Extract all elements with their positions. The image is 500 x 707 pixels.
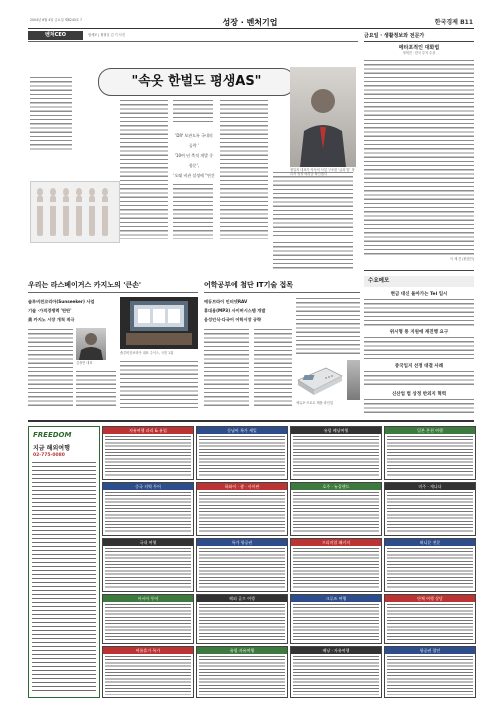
pull-quote: '오래 비관 설정에 "연간 bbox=[173, 173, 215, 178]
device-svg bbox=[296, 360, 344, 400]
it-device-photo bbox=[296, 360, 344, 400]
casino-body-1 bbox=[28, 328, 73, 408]
ad-11-title: 프리미엄 패키지 bbox=[291, 539, 381, 546]
ad-13[interactable] bbox=[102, 594, 194, 644]
ad-19[interactable] bbox=[290, 646, 382, 698]
it-section bbox=[204, 280, 360, 415]
ad-11[interactable] bbox=[290, 538, 382, 592]
casino-person-caption: 김정연 대표 bbox=[76, 361, 93, 365]
casino-section bbox=[28, 280, 198, 415]
freedom-tagline: 지금 해외여행 bbox=[33, 445, 70, 452]
ad-15[interactable] bbox=[290, 594, 382, 644]
essay-subtitle: 정혁진 · 한국 투자 수상 bbox=[402, 51, 436, 55]
ceo-body-col-4 bbox=[273, 171, 353, 239]
it-body-2 bbox=[254, 328, 292, 408]
pull-quote: '10여 년 축적 개발 중합문', bbox=[174, 153, 214, 168]
ad-1-title: 자유여행 파리 & 유럽 bbox=[103, 427, 193, 434]
paper-name: 한국경제 B11 bbox=[434, 19, 473, 26]
it-sub-2: 휴대용(MP3) 사이버시스템 개발 bbox=[204, 308, 266, 313]
ad-2[interactable] bbox=[196, 426, 288, 480]
essay-body bbox=[364, 59, 474, 255]
ad-15-title: 크루즈 여행 bbox=[291, 595, 381, 602]
person-svg bbox=[76, 328, 106, 360]
casino-photo-caption: 솔루비전코리아 대표 주이스, 국민 1위 bbox=[120, 351, 174, 355]
memo-item-4: 신산업 법 상정 반외지 혁력 bbox=[391, 392, 447, 397]
casino-rule bbox=[28, 292, 198, 293]
ad-17-title: 여름휴가 특가 bbox=[103, 647, 193, 654]
ad-10[interactable] bbox=[196, 538, 288, 592]
ad-4[interactable] bbox=[384, 426, 476, 480]
it-sub-1: 에듀브라이 인터넷RAV bbox=[204, 299, 248, 304]
product-photo bbox=[30, 181, 120, 243]
freedom-listings bbox=[32, 461, 96, 693]
memo-body-1 bbox=[364, 298, 474, 326]
ad-19-title: 배낭 · 자유여행 bbox=[291, 647, 381, 654]
models-svg bbox=[31, 182, 119, 242]
ad-7-title: 호주 · 뉴질랜드 bbox=[291, 483, 381, 490]
ceo-portrait-svg bbox=[290, 67, 356, 167]
ad-10-title: 특가 항공권 bbox=[197, 539, 287, 546]
memo-item-3: 중국입지 선정 대결 사례 bbox=[394, 364, 444, 369]
ceo-body-col-2a bbox=[173, 99, 213, 125]
it-sub-3: 음성인식·다국어 어학시장 공략 bbox=[204, 317, 262, 322]
ad-2-title: 동남아 특가 세일 bbox=[197, 427, 287, 434]
ceo-headline: "속옷 한벌도 평생AS" bbox=[98, 68, 295, 96]
ad-16-title: 단체 여행 상담 bbox=[385, 595, 475, 602]
casino-sub-3: 美 카지노 시장 개척 적극 bbox=[28, 317, 75, 322]
ceo-body-col-1 bbox=[120, 99, 168, 239]
memo-item-2: 위시형 통 지원에 재진행 요구 bbox=[389, 330, 449, 335]
casino-body-2 bbox=[76, 370, 116, 408]
ad-8[interactable] bbox=[384, 482, 476, 536]
ad-20-title: 항공권 할인 bbox=[385, 647, 475, 654]
ad-4-title: 일본 온천 여행 bbox=[385, 427, 475, 434]
it-body-3 bbox=[296, 297, 360, 357]
ad-9-title: 국내 여행 bbox=[103, 539, 193, 546]
ad-12[interactable] bbox=[384, 538, 476, 592]
ad-7[interactable] bbox=[290, 482, 382, 536]
ceo-photo-caption: 정일지 대표가 자사의 사업 구조를 ‘글과 말’ 정리서 성장 배경을 확인했다 bbox=[290, 168, 355, 177]
ceo-section bbox=[28, 31, 358, 276]
date-line: 2004년 6월 4일 금요일 제8245호 7 bbox=[30, 18, 83, 22]
it-caption: 에듀포·프로토 제품 라인업 bbox=[296, 401, 333, 405]
it-person-photo bbox=[347, 360, 360, 400]
memo-title: 수요메모 bbox=[364, 276, 474, 287]
memo-body-4 bbox=[364, 398, 474, 414]
ceo-body-col-3 bbox=[220, 99, 268, 239]
ad-20[interactable] bbox=[384, 646, 476, 698]
ad-17[interactable] bbox=[102, 646, 194, 698]
ceo-badge: 벤처CEO bbox=[28, 31, 83, 40]
ad-14[interactable] bbox=[196, 594, 288, 644]
ad-5[interactable] bbox=[102, 482, 194, 536]
header-rule bbox=[28, 28, 474, 29]
ad-13-title: 아시아 투어 bbox=[103, 595, 193, 602]
ceo-rule bbox=[28, 41, 358, 42]
ceo-body-col-2b bbox=[173, 183, 213, 239]
freedom-brand: FREEDOM bbox=[33, 431, 72, 439]
essay-author: 이 재 건 (편집인) bbox=[449, 257, 474, 261]
ad-1[interactable] bbox=[102, 426, 194, 480]
ceo-portrait bbox=[290, 67, 356, 167]
it-rule bbox=[204, 292, 360, 293]
ceo-byline: 염세조 | 원형일 김 기 사진 bbox=[88, 33, 125, 37]
memo-column bbox=[364, 276, 474, 414]
ad-3[interactable] bbox=[290, 426, 382, 480]
memo-item-1: 현금 대신 돌아가는 Tel 입시 bbox=[390, 292, 448, 297]
casino-photo bbox=[120, 297, 198, 349]
casino-sub-2: 기술 ·가격경쟁력 '탄탄' bbox=[28, 308, 72, 313]
casino-sub-1: 솔루비전코리아(Sunseeker) 사업 bbox=[28, 299, 95, 304]
ad-freedom[interactable] bbox=[28, 426, 100, 698]
ad-5-title: 중국 지역 투어 bbox=[103, 483, 193, 490]
casino-subheads bbox=[28, 297, 118, 324]
essay-kicker: 금요일 · 생활정보와 전문가 bbox=[364, 31, 474, 42]
ad-18-title: 유럽 자유여행 bbox=[197, 647, 287, 654]
ad-14-title: 해외 골프 여행 bbox=[197, 595, 287, 602]
ad-9[interactable] bbox=[102, 538, 194, 592]
pull-quote: 'DIY 보관도록 국내의 공략 ' bbox=[175, 133, 213, 148]
memo-body-3 bbox=[364, 370, 474, 388]
casino-headline: 우리는 라스베이거스 카지노의 '큰손' bbox=[28, 281, 142, 289]
ad-6-title: 하와이 · 괌 · 사이판 bbox=[197, 483, 287, 490]
freedom-phone: 02-775-0080 bbox=[33, 453, 65, 458]
ad-6[interactable] bbox=[196, 482, 288, 536]
ad-12-title: 허니문 전문 bbox=[385, 539, 475, 546]
essay-title: 메타포적인 대화법 bbox=[398, 45, 440, 51]
ad-16[interactable] bbox=[384, 594, 476, 644]
it-body-1 bbox=[204, 328, 249, 408]
it-subheads bbox=[204, 297, 294, 324]
ceo-body-end bbox=[273, 241, 353, 271]
essay-column bbox=[364, 31, 474, 265]
ad-8-title: 미주 · 캐나다 bbox=[385, 483, 475, 490]
casino-person-photo bbox=[76, 328, 106, 360]
ads-block bbox=[28, 420, 474, 700]
ceo-intro-text bbox=[30, 76, 72, 151]
section-title: 성장 · 벤처기업 bbox=[222, 18, 278, 27]
slot-machine-svg bbox=[120, 297, 198, 349]
casino-body-3 bbox=[120, 360, 198, 408]
ad-3-title: 유럽 배낭여행 bbox=[291, 427, 381, 434]
it-headline: 어학공부에 첨단 IT기술 접목 bbox=[204, 281, 294, 289]
memo-body-2 bbox=[364, 336, 474, 360]
ad-18[interactable] bbox=[196, 646, 288, 698]
